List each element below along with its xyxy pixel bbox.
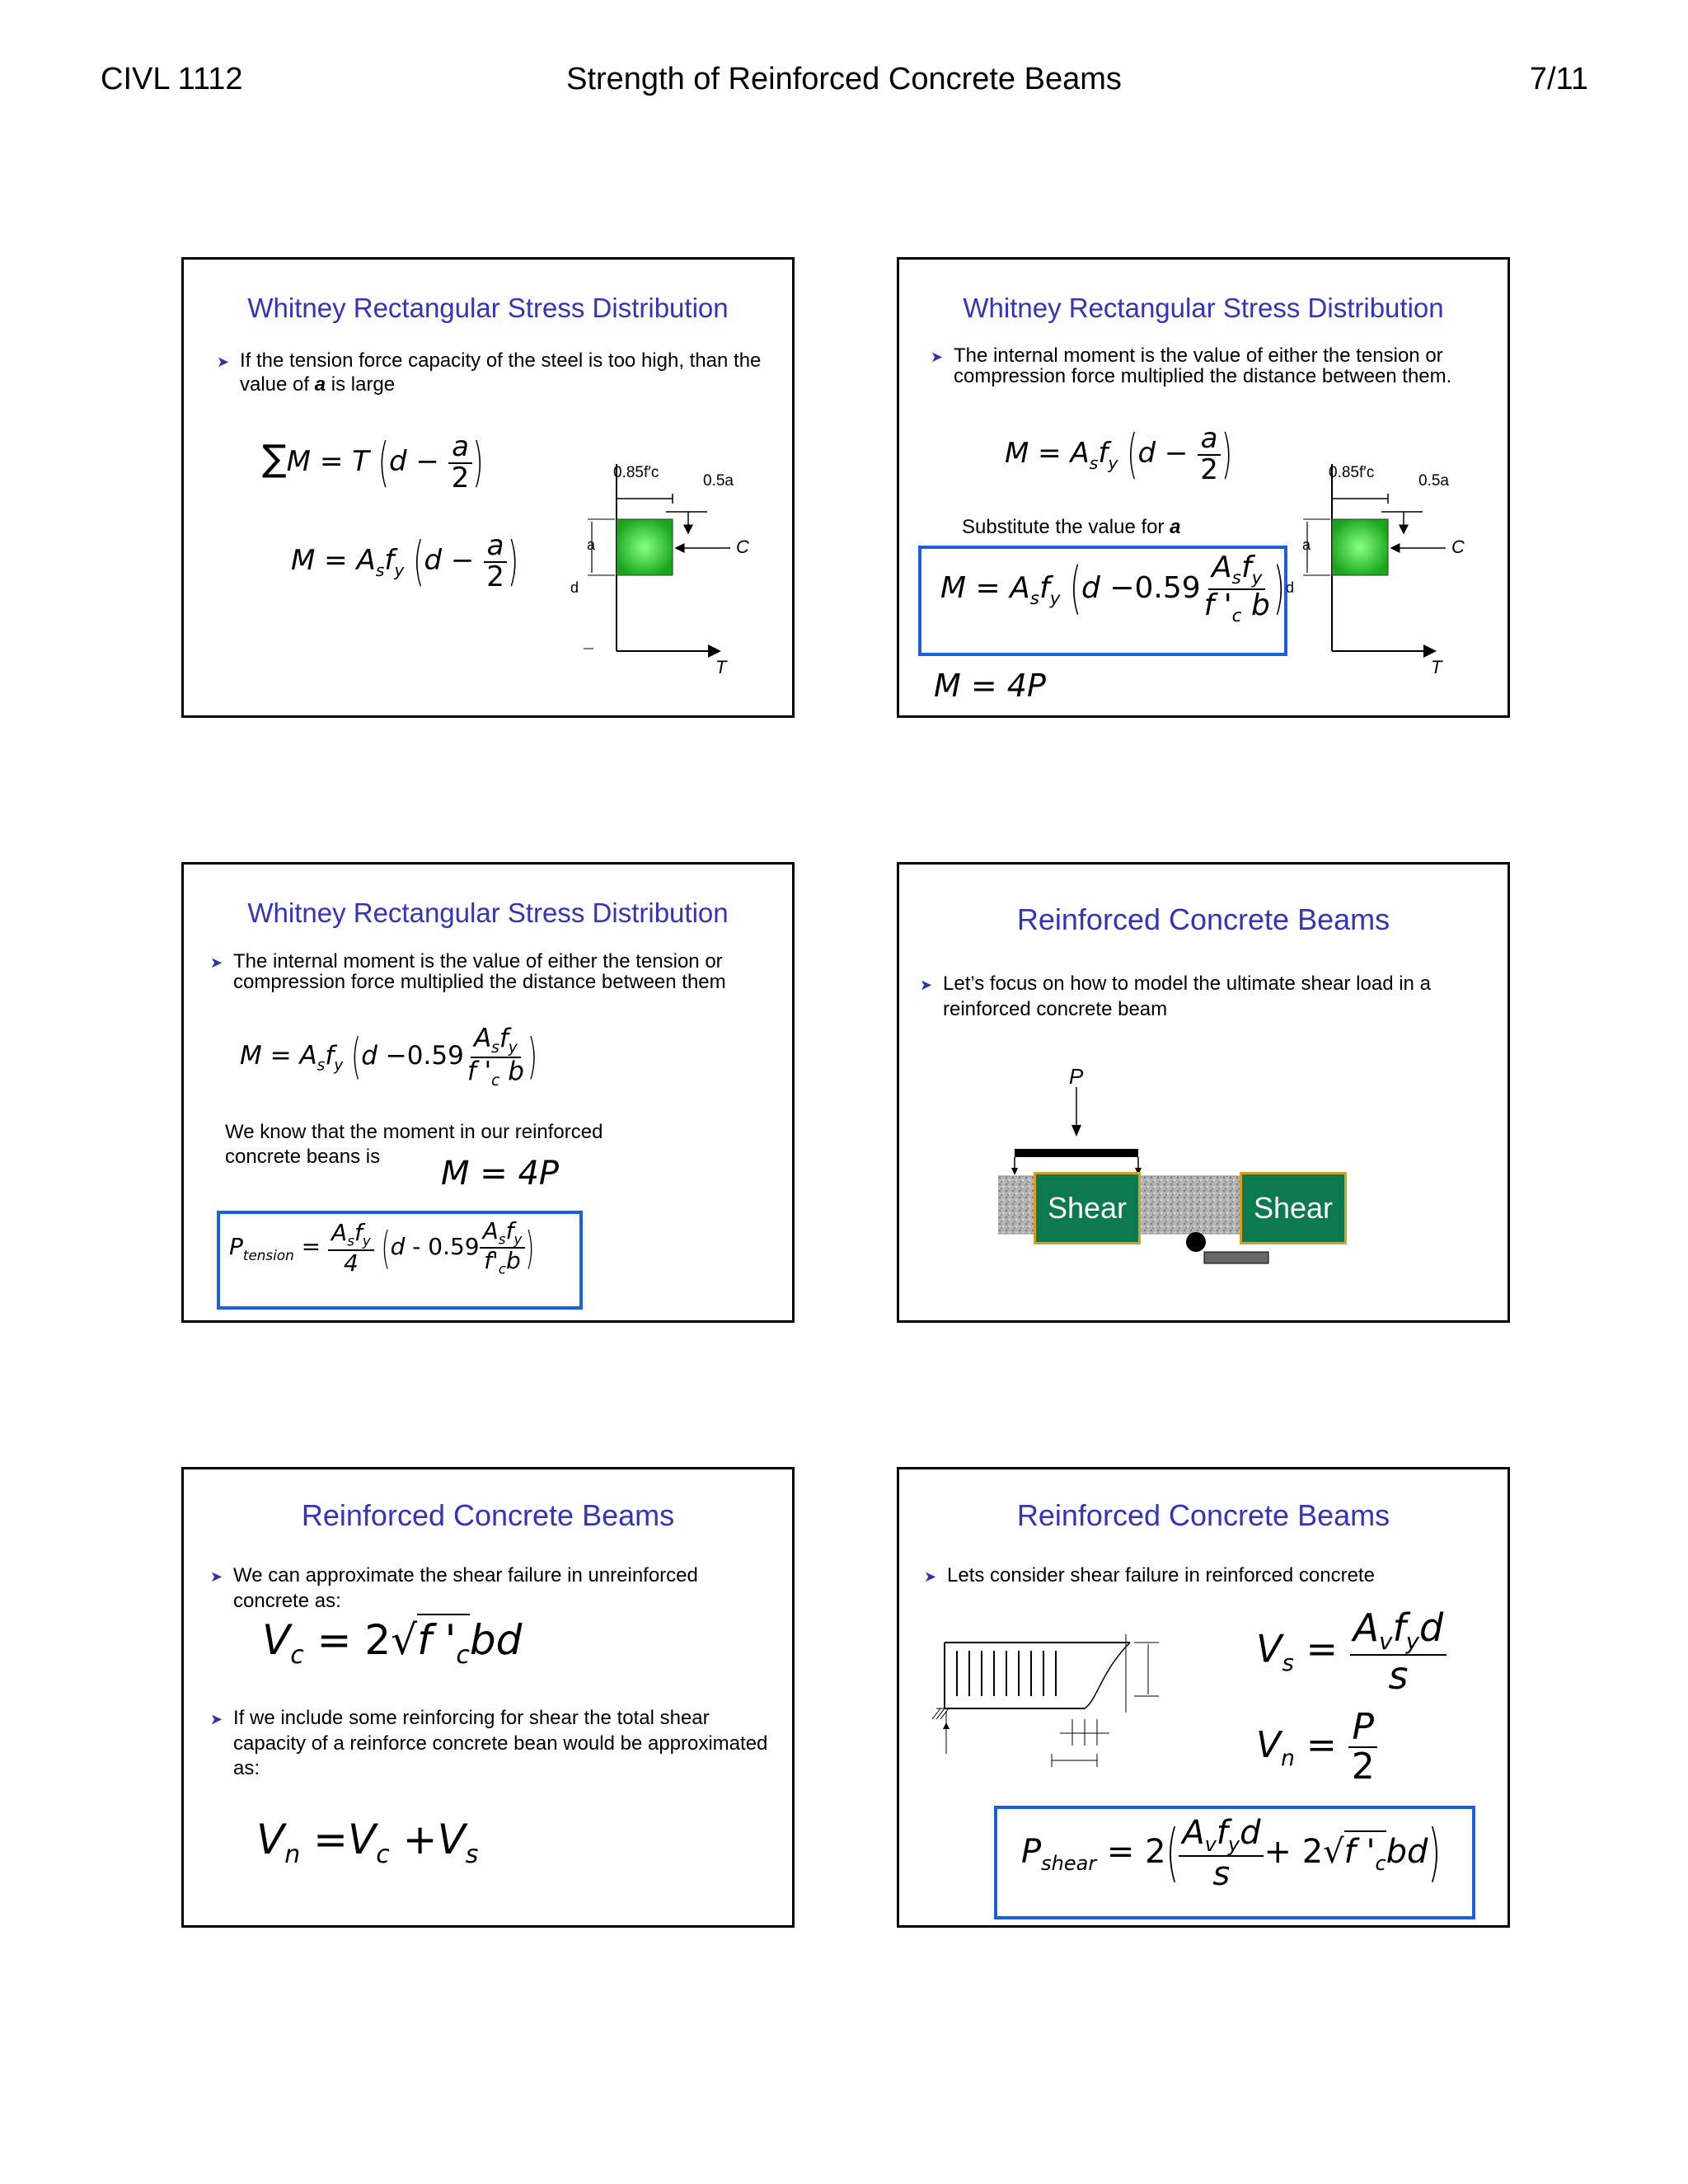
a-label: a bbox=[587, 537, 596, 553]
bullet-arrow-icon: ➤ bbox=[931, 349, 944, 365]
bullet-arrow-icon: ➤ bbox=[210, 954, 223, 971]
stress-block-diagram bbox=[570, 441, 781, 677]
compression-label: C bbox=[736, 537, 749, 557]
stress-label: 0.85f′c bbox=[1329, 464, 1375, 481]
slide-6 bbox=[897, 1467, 1510, 1928]
stress-block-diagram bbox=[1286, 441, 1497, 677]
slide-2 bbox=[897, 257, 1510, 718]
slide-title: Reinforced Concrete Beams bbox=[301, 1498, 675, 1532]
d-label: d bbox=[570, 579, 579, 596]
stress-label: 0.85f′c bbox=[613, 464, 659, 481]
load-label: P bbox=[1069, 1064, 1084, 1089]
slide-5 bbox=[181, 1467, 795, 1928]
a-label: a bbox=[1302, 537, 1311, 553]
compression-label: C bbox=[1451, 537, 1465, 557]
bullet-arrow-icon: ➤ bbox=[924, 1568, 937, 1585]
shear-zone-right: Shear bbox=[1240, 1172, 1347, 1244]
slide-bullet: ➤ Let’s focus on how to model the ultimate shear load in a reinforced concrete beam bbox=[920, 972, 1431, 1020]
slide-title: Whitney Rectangular Stress Distribution bbox=[247, 898, 729, 928]
bullet-arrow-icon: ➤ bbox=[210, 1711, 223, 1727]
slide-bullet-2: ➤ If we include some reinforcing for shear the total shear capacity of a reinforce concrete bean would be approximated as: bbox=[210, 1707, 768, 1779]
equation-vs: $V_s$ = $\frac{A_vf_yd}{s}$ bbox=[1256, 1608, 1447, 1695]
tension-label: T bbox=[715, 657, 727, 677]
moment-4p: M = 4P bbox=[934, 668, 1046, 704]
equation-vc: $V_c = 2√f$ '$_cbd$ bbox=[262, 1616, 522, 1670]
slide-bullet: ➤ The internal moment is the value of either the tension or compression force multiplied the distance between them bbox=[210, 950, 726, 993]
slide-1 bbox=[181, 257, 795, 718]
slide-title: Reinforced Concrete Beams bbox=[1016, 902, 1390, 936]
equation-vn: $V_n =V_c +V_s$ bbox=[256, 1816, 479, 1869]
equation-moment-substituted: $M = A_sf_y$ (d −0.59 $\frac{A_sf_y}{f '_c b}$ ) bbox=[940, 551, 1285, 627]
page-title: Strength of Reinforced Concrete Beams bbox=[566, 62, 1122, 96]
page-number: 7/11 bbox=[1529, 62, 1588, 96]
know-text: We know that the moment in our reinforced concrete beans is bbox=[225, 1121, 603, 1168]
bullet-arrow-icon: ➤ bbox=[210, 1568, 223, 1585]
slide-bullet: ➤ The internal moment is the value of either the tension or compression force multiplied the distance between them. bbox=[931, 344, 1452, 387]
equation-p-tension: $P_{tension}$ = $\frac{A_sf_y}{4}$ (d - 0.59 $\frac{A_sf_y}{f'_cb}$ ) bbox=[229, 1217, 535, 1277]
half-a-label: 0.5a bbox=[703, 472, 734, 490]
half-a-label: 0.5a bbox=[1418, 472, 1449, 490]
shear-reinforcement-diagram bbox=[912, 1622, 1192, 1779]
slide-bullet-1: ➤ We can approximate the shear failure in unreinforced concrete as: bbox=[210, 1564, 698, 1612]
equation-p-shear: $P_{shear} = 2$( $\frac{A_vf_yd}{s}$ + 2√f '$_cbd$) bbox=[1021, 1814, 1442, 1894]
slide-4 bbox=[897, 862, 1510, 1323]
bullet-arrow-icon: ➤ bbox=[217, 354, 230, 370]
equation-sum-moment: ∑M = T (d − $\frac{a}{2}$ ) bbox=[262, 430, 484, 494]
shear-zone-left: Shear bbox=[1034, 1172, 1141, 1244]
equation-moment: $M = A_sf_y$ (d − $\frac{a}{2}$ ) bbox=[291, 529, 519, 593]
equation-moment: $M = A_sf_y$ (d − $\frac{a}{2}$ ) bbox=[1005, 422, 1233, 486]
slide-bullet: ➤ If the tension force capacity of the steel is too high, than the value of a is large bbox=[217, 349, 762, 396]
d-label: d bbox=[1286, 579, 1295, 596]
slide-title: Whitney Rectangular Stress Distribution bbox=[247, 293, 729, 323]
slide-title: Whitney Rectangular Stress Distribution bbox=[963, 293, 1444, 323]
slide-3 bbox=[181, 862, 795, 1323]
slide-title: Reinforced Concrete Beams bbox=[1016, 1498, 1390, 1532]
slide-bullet: ➤ Lets consider shear failure in reinforced concrete bbox=[924, 1563, 1491, 1589]
course-code: CIVL 1112 bbox=[101, 62, 243, 96]
equation-moment-substituted: $M = A_sf_y$ (d −0.59 $\frac{A_sf_y}{f '_c b}$ ) bbox=[240, 1024, 538, 1090]
tension-label: T bbox=[1431, 657, 1442, 677]
bullet-arrow-icon: ➤ bbox=[920, 977, 933, 993]
moment-4p: M = 4P bbox=[441, 1155, 560, 1193]
substitute-text: Substitute the value for a bbox=[962, 516, 1181, 538]
equation-vn-half-p: $V_n$ = $\frac{P}{2}$ bbox=[1256, 1708, 1378, 1786]
